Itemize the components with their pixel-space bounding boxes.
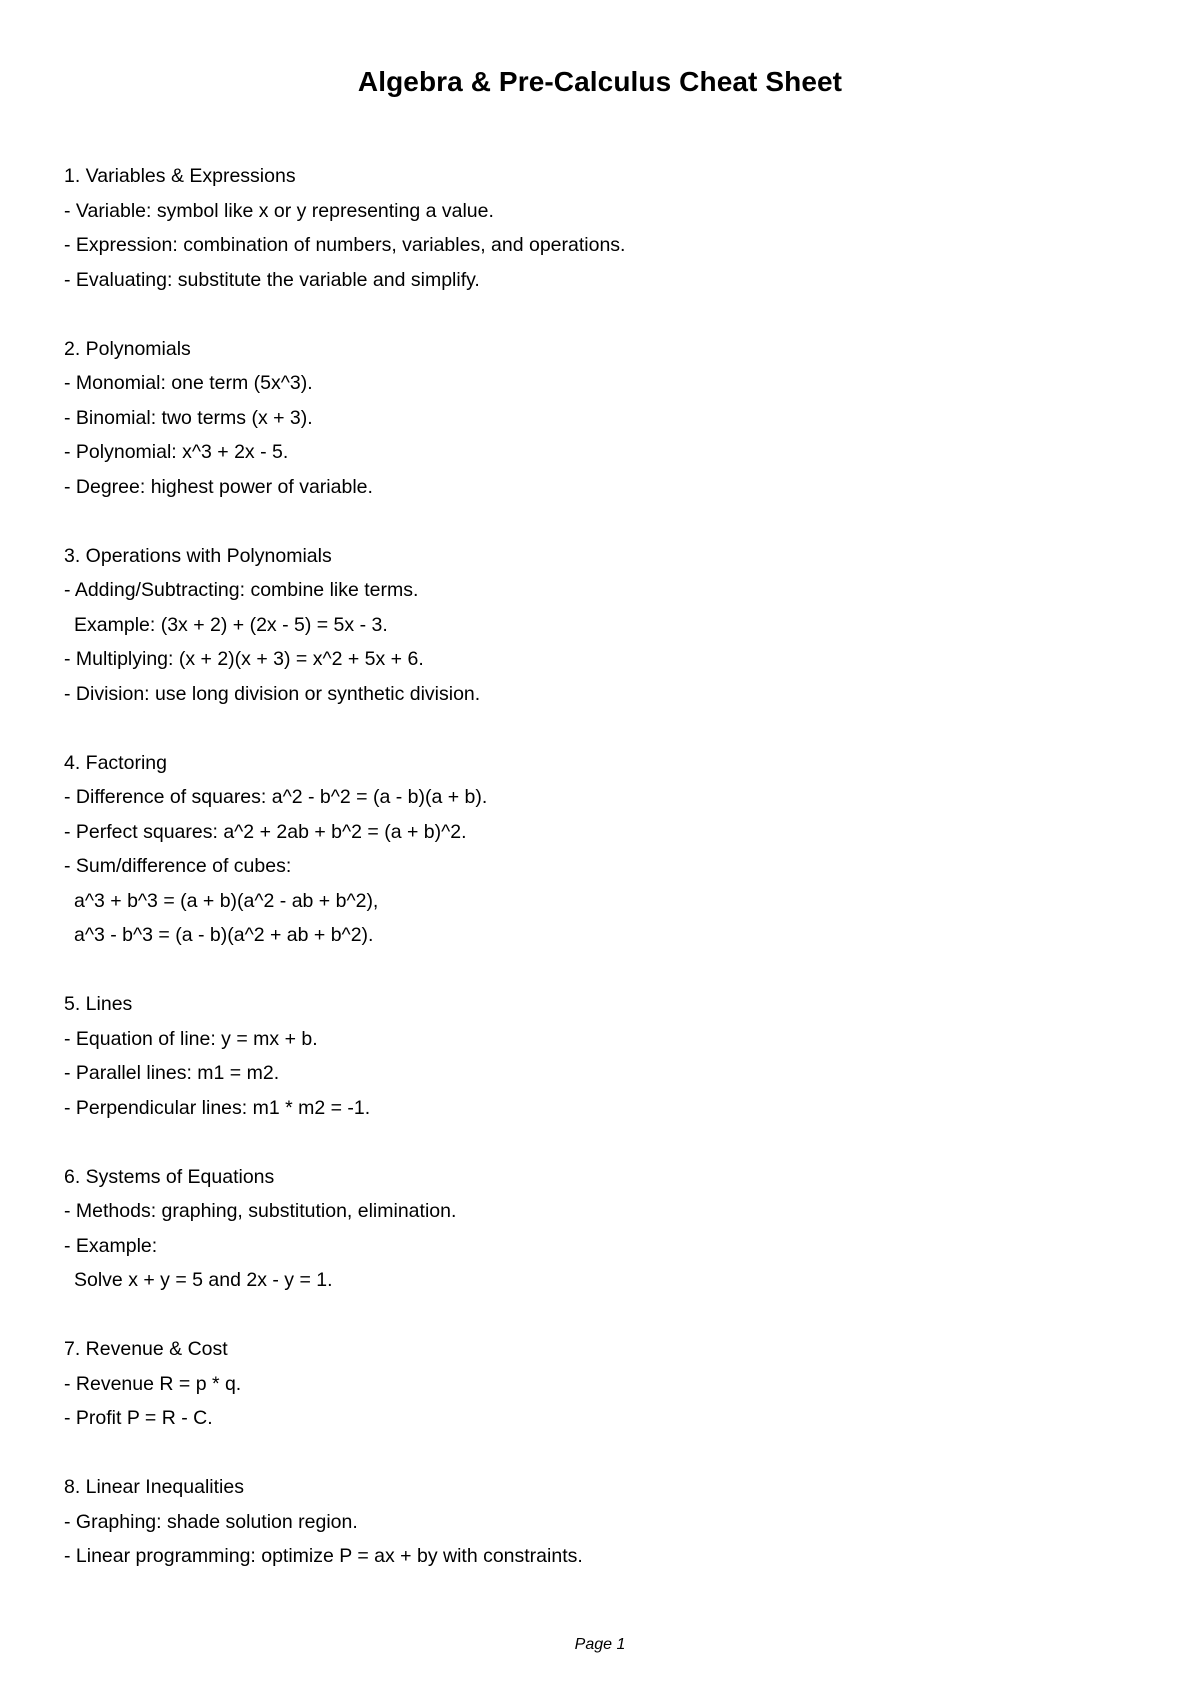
document-body <box>64 159 1144 1574</box>
section-bullet: - Variable: symbol like x or y representing a value. <box>64 199 494 222</box>
section-subline: a^3 - b^3 = (a - b)(a^2 + ab + b^2). <box>74 924 374 946</box>
section-bullet: - Methods: graphing, substitution, elimination. <box>64 1200 457 1222</box>
section-subline: a^3 + b^3 = (a + b)(a^2 - ab + b^2), <box>74 889 379 912</box>
section-3 <box>64 539 1144 712</box>
section-subline: Solve x + y = 5 and 2x - y = 1. <box>74 1269 333 1291</box>
section-4 <box>64 746 1144 953</box>
section-bullet: - Polynomial: x^3 + 2x - 5. <box>64 441 289 463</box>
section-bullet: - Monomial: one term (5x^3). <box>64 372 313 394</box>
section-6 <box>64 1160 1144 1298</box>
section-8 <box>64 1470 1144 1574</box>
section-bullet: - Revenue R = p * q. <box>64 1372 242 1395</box>
section-heading: 1. Variables & Expressions <box>64 165 296 187</box>
section-bullet: - Graphing: shade solution region. <box>64 1510 358 1533</box>
section-bullet: - Parallel lines: m1 = m2. <box>64 1062 280 1084</box>
section-bullet: - Difference of squares: a^2 - b^2 = (a - b)(a + b). <box>64 786 488 808</box>
section-bullet: - Equation of line: y = mx + b. <box>64 1027 318 1050</box>
section-heading: 3. Operations with Polynomials <box>64 544 332 567</box>
section-bullet: - Linear programming: optimize P = ax + by with constraints. <box>64 1545 583 1567</box>
section-subline: Example: (3x + 2) + (2x - 5) = 5x - 3. <box>74 613 388 636</box>
section-bullet: - Expression: combination of numbers, variables, and operations. <box>64 234 626 256</box>
section-bullet: - Perpendicular lines: m1 * m2 = -1. <box>64 1096 371 1119</box>
section-bullet: - Adding/Subtracting: combine like terms. <box>64 579 419 601</box>
section-bullet: - Example: <box>64 1234 158 1257</box>
section-1 <box>64 159 1144 297</box>
section-bullet: - Perfect squares: a^2 + 2ab + b^2 = (a + b)^2. <box>64 820 467 843</box>
page-title: Algebra & Pre-Calculus Cheat Sheet <box>357 66 843 97</box>
section-bullet: - Multiplying: (x + 2)(x + 3) = x^2 + 5x + 6. <box>64 648 424 670</box>
section-bullet: - Profit P = R - C. <box>64 1407 213 1429</box>
section-heading: 4. Factoring <box>64 751 167 774</box>
section-heading: 7. Revenue & Cost <box>64 1338 228 1360</box>
section-7 <box>64 1332 1144 1436</box>
section-bullet: - Degree: highest power of variable. <box>64 475 373 498</box>
section-bullet: - Binomial: two terms (x + 3). <box>64 406 313 429</box>
section-bullet: - Division: use long division or synthetic division. <box>64 682 481 705</box>
section-bullet: - Sum/difference of cubes: <box>64 855 292 877</box>
section-heading: 5. Lines <box>64 993 133 1015</box>
section-5 <box>64 987 1144 1125</box>
page-number: Page 1 <box>574 1636 626 1653</box>
section-heading: 6. Systems of Equations <box>64 1165 275 1188</box>
section-2 <box>64 332 1144 505</box>
section-heading: 2. Polynomials <box>64 337 191 360</box>
section-heading: 8. Linear Inequalities <box>64 1476 244 1498</box>
section-bullet: - Evaluating: substitute the variable and simplify. <box>64 268 480 291</box>
